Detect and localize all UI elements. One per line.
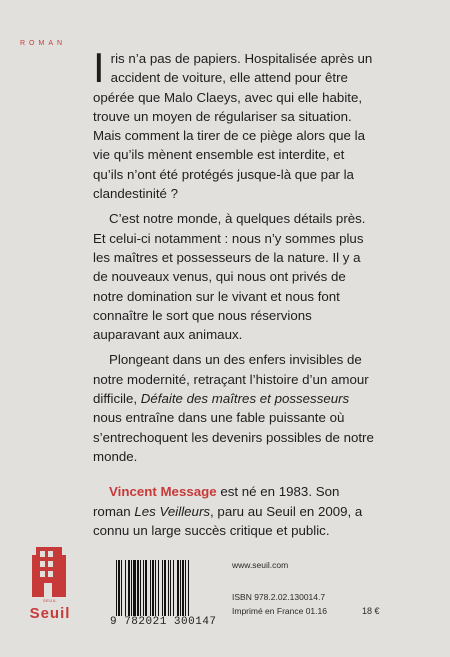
barcode [110,560,220,630]
publisher-building-icon [20,543,80,605]
blurb-paragraph-3 [93,350,378,466]
genre-label: ROMAN [20,40,67,47]
price: 18 € [362,606,380,616]
author-bio-text-a: est né en 1983. Son roman [93,484,340,519]
logo-caption: SEUIL [42,598,58,603]
blurb-paragraph-3-text-b: nous entraîne dans une fable puissante où s’entrechoquent les devenirs possibles de notre monde. [93,410,374,464]
author-bio-text-b: , paru au Seuil en 2009, a connu un large succès critique et public. [93,503,363,538]
barcode-bars [116,560,220,616]
barcode-number: 9 782021 300147 [110,616,217,628]
blurb-paragraph-1 [93,44,378,203]
printed-in: Imprimé en France 01.16 [232,606,327,616]
publisher-logo [20,543,80,628]
blurb-paragraph-3-text-a: Plongeant dans un des enfers invisibles de notre modernité, retraçant l’histoire d’un amour difficile, [93,352,369,407]
drop-cap: I [93,44,105,91]
author-name: Vincent Message [109,484,217,500]
previous-book-title: Les Veilleurs [134,503,211,519]
blurb [93,44,378,546]
blurb-paragraph-1-text: ris n’a pas de papiers. Hospitalisée après un accident de voiture, elle attend pour être opérée que Malo Claeys, avec qui elle habite, trouve un moyen de régulariser sa situation. Mais comment la tirer de ce piège alors que la vie qu’ils mènent ensemble est interdite, et qu’ils n’ont été protégés jusque-là que par la clandestinité ? [93,51,373,202]
website: www.seuil.com [232,560,289,570]
isbn: ISBN 978.2.02.130014.7 [232,592,326,602]
publisher-name: Seuil [29,605,71,622]
author-bio [93,482,378,540]
blurb-paragraph-2: C’est notre monde, à quelques détails près. Et celui-ci notamment : nous n’y sommes plus les maîtres et possesseurs de la nature. Il y a de nouveaux venus, qui nous ont privés de notre domination sur le vivant et nous font connaître le sort que nous réservions auparavant aux animaux. [93,211,366,343]
book-title: Défaite des maîtres et possesseurs [140,391,350,407]
